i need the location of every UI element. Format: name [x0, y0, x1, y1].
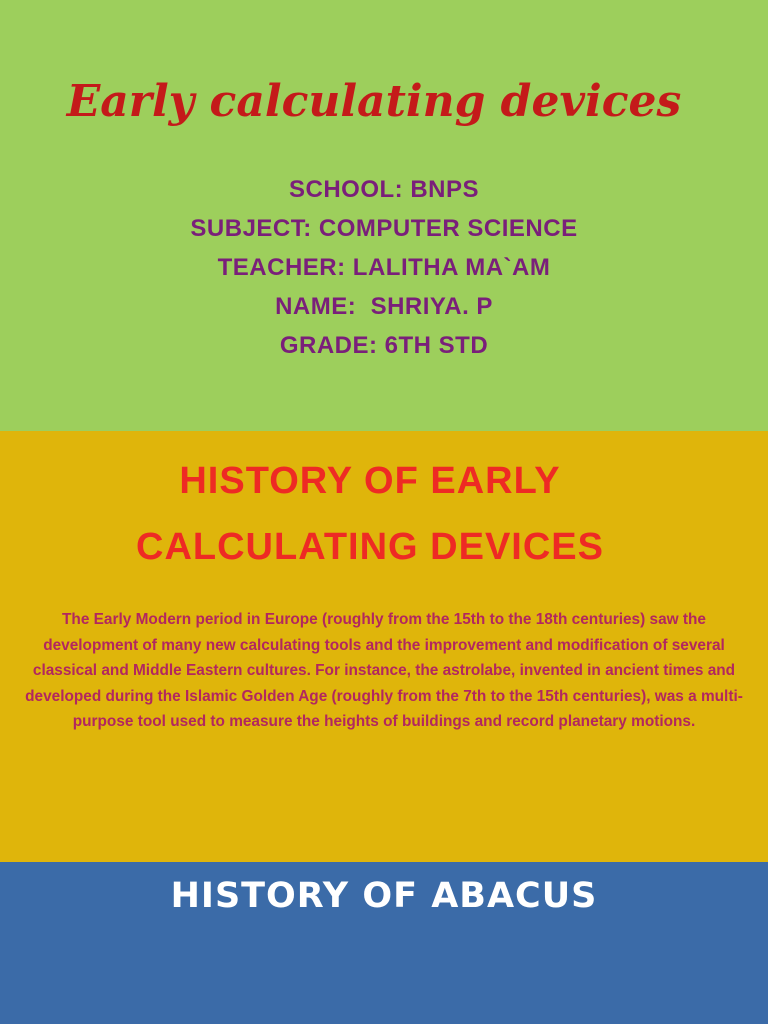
teacher-line: TEACHER: LALITHA MA`AM	[217, 254, 551, 281]
history-paragraph: The Early Modern period in Europe (roughly from the 15th to the 18th centuries) saw the development of many new calculating tools and the improvement and modification of several classical and Middle Eastern cultures. For instance, the astrolabe, invented in ancient times and developed during the Islamic Golden Age (roughly from the 7th to the 15th centuries), was a multi-purpose tool used to measure the heights of buildings and record planetary motions.	[25, 611, 743, 730]
history-heading-line-2: CALCULATING DEVICES	[136, 526, 604, 568]
subject-line: SUBJECT: COMPUTER SCIENCE	[190, 215, 578, 242]
abacus-heading: HISTORY OF ABACUS	[170, 876, 598, 916]
page-title: Early calculating devices	[66, 76, 682, 127]
school-line: SCHOOL: BNPS	[288, 176, 479, 203]
student-details	[0, 170, 768, 365]
history-heading-line-1: HISTORY OF EARLY	[179, 460, 561, 502]
grade-line: GRADE: 6TH STD	[279, 332, 489, 359]
history-heading	[110, 448, 630, 580]
name-line: NAME: SHRIYA. P	[275, 293, 493, 320]
